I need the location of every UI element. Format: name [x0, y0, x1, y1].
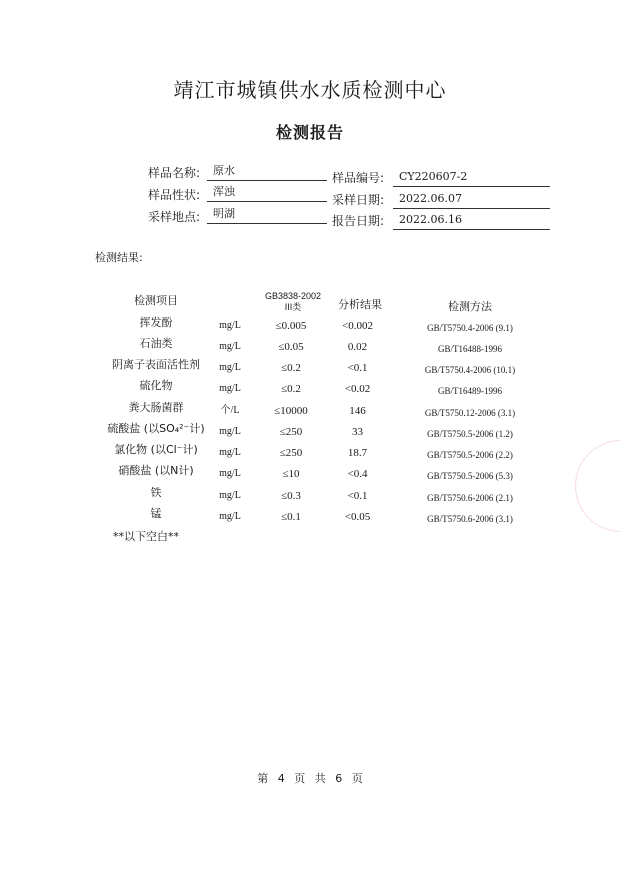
sample-name-value: 原水 — [207, 163, 327, 181]
sample-property-value: 浑浊 — [207, 184, 327, 202]
table-row — [0, 337, 620, 357]
header-item: 检测项目 — [134, 294, 178, 307]
row-method: GB/T5750.6-2006 (3.1) — [427, 514, 513, 524]
row-method: GB/T5750.5-2006 (2.2) — [427, 450, 513, 460]
row-result: <0.1 — [347, 362, 368, 374]
row-item: 石油类 — [139, 337, 173, 350]
row-result: <0.02 — [344, 383, 371, 395]
header-result: 分析结果 — [338, 298, 382, 311]
row-standard: ≤0.05 — [278, 341, 304, 353]
row-unit: mg/L — [219, 426, 241, 437]
row-result: 18.7 — [347, 447, 368, 459]
row-item: 硝酸盐 (以N计) — [118, 464, 194, 477]
row-standard: ≤0.2 — [281, 383, 301, 395]
row-item: 挥发酚 — [139, 316, 173, 329]
row-unit: 个/L — [220, 405, 240, 416]
table-row — [0, 422, 620, 442]
row-result: 0.02 — [347, 341, 368, 353]
organization-title: 靖江市城镇供水水质检测中心 — [173, 78, 447, 102]
table-row — [0, 464, 620, 484]
sample-name-label: 样品名称: — [148, 166, 201, 180]
row-standard: ≤0.1 — [281, 511, 301, 523]
row-item: 硫酸盐 (以SO₄²⁻计) — [107, 422, 205, 435]
row-method: GB/T5750.6-2006 (2.1) — [427, 493, 513, 503]
table-row — [0, 486, 620, 506]
row-standard: ≤0.005 — [275, 320, 307, 332]
sampling-location-label: 采样地点: — [148, 210, 201, 224]
row-standard: ≤250 — [279, 447, 303, 459]
header-standard-line2: III类 — [284, 302, 302, 312]
row-standard: ≤0.3 — [281, 490, 301, 502]
row-standard: ≤250 — [279, 426, 303, 438]
end-of-content-mark: **以下空白** — [113, 530, 179, 543]
row-unit: mg/L — [219, 490, 241, 501]
row-unit: mg/L — [219, 341, 241, 352]
row-result: <0.1 — [347, 490, 368, 502]
row-unit: mg/L — [219, 383, 241, 394]
row-item: 锰 — [150, 507, 162, 520]
row-method: GB/T16488-1996 — [438, 344, 502, 354]
page-number: 第 4 页 共 6 页 — [257, 772, 363, 785]
row-standard: ≤10000 — [274, 405, 308, 417]
header-standard-line1: GB3838-2002 — [264, 291, 322, 301]
row-unit: mg/L — [219, 362, 241, 373]
row-result: <0.05 — [344, 511, 371, 523]
row-method: GB/T5750.4-2006 (9.1) — [427, 323, 513, 333]
row-result: <0.002 — [342, 320, 373, 332]
row-unit: mg/L — [219, 511, 241, 522]
row-item: 铁 — [150, 486, 162, 499]
row-method: GB/T5750.12-2006 (3.1) — [424, 408, 516, 418]
sampling-location-value: 明湖 — [207, 206, 327, 224]
sampling-date-value: 2022.06.07 — [393, 191, 550, 209]
row-method: GB/T5750.5-2006 (1.2) — [427, 429, 513, 439]
header-standard — [258, 291, 328, 313]
row-result: 146 — [349, 405, 366, 417]
row-method: GB/T16489-1996 — [438, 386, 502, 396]
row-item: 粪大肠菌群 — [128, 401, 184, 414]
table-row — [0, 358, 620, 378]
report-date-label: 报告日期: — [332, 214, 385, 228]
row-standard: ≤0.2 — [281, 362, 301, 374]
table-row — [0, 379, 620, 399]
row-item: 氯化物 (以Cl⁻计) — [114, 443, 198, 456]
sample-id-label: 样品编号: — [332, 171, 385, 185]
sample-property-label: 样品性状: — [148, 188, 201, 202]
table-row — [0, 507, 620, 527]
sampling-date-label: 采样日期: — [332, 193, 385, 207]
row-standard: ≤10 — [282, 468, 300, 480]
row-result: <0.4 — [347, 468, 368, 480]
results-section-label: 检测结果: — [95, 251, 143, 264]
table-row — [0, 401, 620, 421]
header-method: 检测方法 — [448, 300, 492, 313]
row-unit: mg/L — [219, 320, 241, 331]
row-unit: mg/L — [219, 447, 241, 458]
row-unit: mg/L — [219, 468, 241, 479]
row-result: 33 — [352, 426, 363, 438]
report-title: 检测报告 — [275, 123, 344, 142]
table-row — [0, 316, 620, 336]
row-item: 阴离子表面活性剂 — [112, 358, 200, 371]
table-row — [0, 443, 620, 463]
row-method: GB/T5750.5-2006 (5.3) — [427, 471, 513, 481]
row-method: GB/T5750.4-2006 (10.1) — [424, 365, 516, 375]
sample-id-value: CY220607-2 — [393, 169, 550, 187]
row-item: 硫化物 — [139, 379, 173, 392]
report-date-value: 2022.06.16 — [393, 212, 550, 230]
